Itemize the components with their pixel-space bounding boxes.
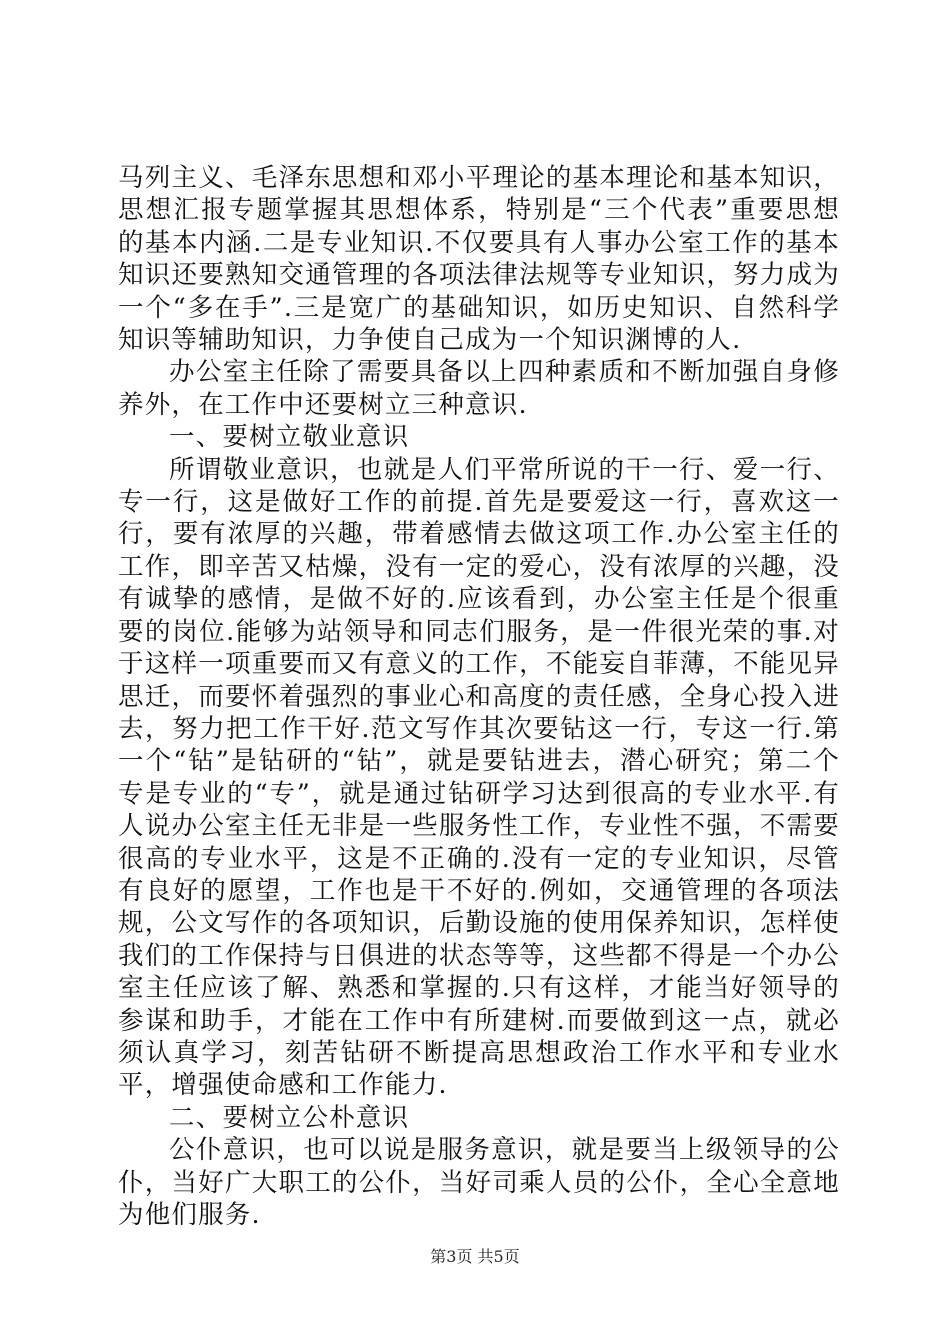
heading-dedication-awareness: 一、要树立敬业意识	[169, 422, 410, 453]
paragraph-servant: 公仆意识，也可以说是服务意识，就是要当上级领导的公仆，当好广大职工的公仆，当好司乘人员的公仆，全心全意地为他们服务.	[118, 1135, 840, 1230]
page-footer: 第3页 共5页	[430, 1247, 520, 1266]
document-body	[118, 162, 840, 1231]
paragraph-intro-three-awareness: 办公室主任除了需要具备以上四种素质和不断加强自身修养外，在工作中还要树立三种意识.	[118, 357, 840, 420]
paragraph-knowledge: 马列主义、毛泽东思想和邓小平理论的基本理论和基本知识，思想汇报专题掌握其思想体系，特别是“三个代表”重要思想的基本内涵.二是专业知识.不仅要具有人事办公室工作的基本知识还要熟知交通管理的各项法律法规等专业知识，努力成为一个“多在手”.三是宽广的基础知识，如历史知识、自然科学知识等辅助知识，力争使自己成为一个知识渊博的人.	[118, 163, 840, 356]
heading-servant-awareness: 二、要树立公朴意识	[169, 1102, 410, 1133]
paragraph-dedication: 所谓敬业意识，也就是人们平常所说的干一行、爱一行、专一行，这是做好工作的前提.首先是要爱这一行，喜欢这一行，要有浓厚的兴趣，带着感情去做这项工作.办公室主任的工作，即辛苦又枯燥，没有一定的爱心，没有浓厚的兴趣，没有诚挚的感情，是做不好的.应该看到，办公室主任是个很重要的岗位.能够为站领导和同志们服务，是一件很光荣的事.对于这样一项重要而又有意义的工作，不能妄自菲薄，不能见异思迁，而要怀着强烈的事业心和高度的责任感，全身心投入进去，努力把工作干好.范文写作其次要钻这一行，专这一行.第一个“钻”是钻研的“钻”，就是要钻进去，潜心研究；第二个专是专业的“专”，就是通过钻研学习达到很高的专业水平.有人说办公室主任无非是一些服务性工作，专业性不强，不需要很高的专业水平，这是不正确的.没有一定的专业知识，尽管有良好的愿望，工作也是干不好的.例如，交通管理的各项法规，公文写作的各项知识，后勤设施的使用保养知识，怎样使我们的工作保持与日俱进的状态等等，这些都不得是一个办公室主任应该了解、熟悉和掌握的.只有这样，才能当好领导的参谋和助手，才能在工作中有所建树.而要做到这一点，就必须认真学习，刻苦钻研不断提高思想政治工作水平和专业水平，增强使命感和工作能力.	[118, 454, 840, 1101]
